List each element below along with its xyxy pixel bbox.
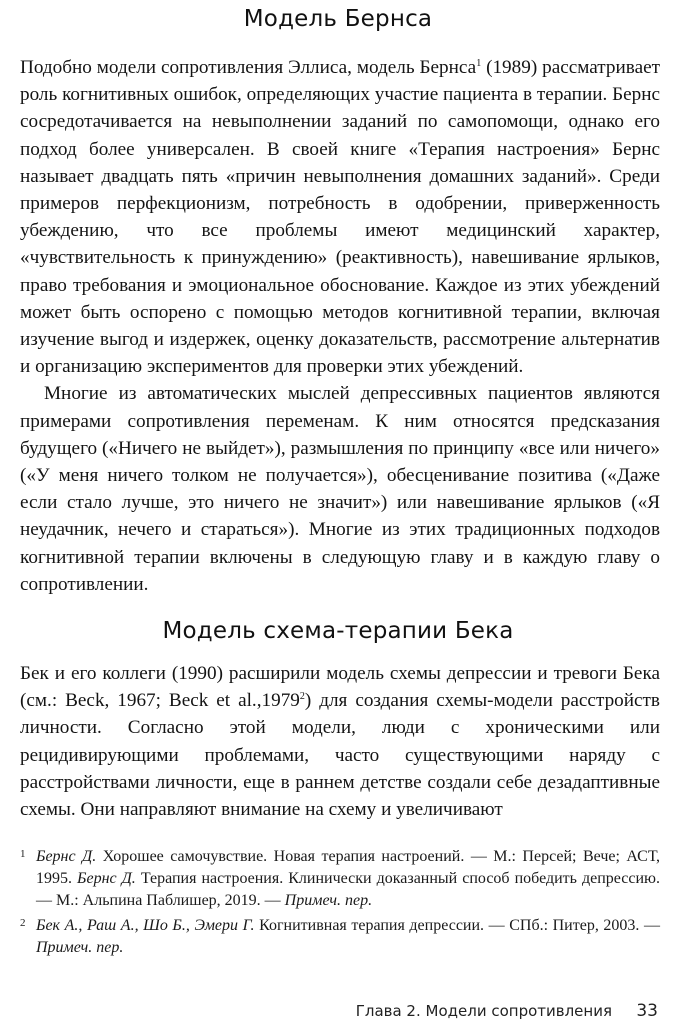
paragraph bbox=[20, 54, 660, 380]
translator-note: Примеч. пер. bbox=[36, 939, 124, 956]
footnote-author: Бек А., Раш А., Шо Б., Эмери Г. bbox=[36, 917, 255, 934]
paragraph bbox=[20, 660, 660, 823]
chapter-title: Глава 2. Модели сопротивления bbox=[355, 1002, 612, 1020]
footnote-number: 2 bbox=[20, 917, 26, 929]
paragraph-text: ) для создания схемы-модели расстройств личности. Согласно этой модели, люди с хроническими или рецидивирующими проблемами, часто существующими наряду с расстройствами личности, еще в раннем детстве создали себе дезадаптивные схемы. Они направляют внимание на схему и увеличивают bbox=[20, 690, 660, 821]
footnote-text: Хорошее самочувствие. Новая терапия настроений. — М.: Персей; Вече; АСТ, 1995. bbox=[36, 848, 660, 887]
paragraph-text: Бек и его коллеги (1990) расширили модель схемы депрессии и тревоги Бека (см.: Beck, 1967; Beck et al.,1979 bbox=[20, 663, 660, 712]
footnote-text: Терапия настроения. Клинически доказанный способ победить депрессию. — М.: Альпина Паблишер, 2019. — bbox=[36, 870, 660, 909]
page-number: 33 bbox=[636, 1001, 658, 1021]
section-heading-beck: Модель схема-терапии Бека bbox=[162, 618, 514, 644]
footnote-author: Бернс Д. bbox=[36, 848, 97, 865]
footnote-ref-2[interactable]: 2 bbox=[299, 691, 305, 703]
section-body-beck bbox=[20, 660, 660, 823]
footnote bbox=[20, 915, 660, 959]
footnote bbox=[20, 846, 660, 912]
section-heading-berns: Модель Бернса bbox=[243, 6, 433, 32]
footnote-ref-1[interactable]: 1 bbox=[476, 58, 482, 69]
translator-note: Примеч. пер. bbox=[284, 892, 373, 909]
section-body-berns bbox=[20, 54, 660, 598]
footnotes bbox=[20, 846, 660, 962]
paragraph-text: (1989) рассматривает роль когнитивных ошибок, определяющих участие пациента в терапии. Бернс сосредотачивается на невыполнении заданий по самопомощи, однако его подход более универсален. В своей книге «Терапия настроения» Бернс называет двадцать пять «причин невыполнения домашних заданий». Среди примеров перфекционизм, потребность в одобрении, приверженность убеждению, что все проблемы имеют медицинский характер, «чувствительность к принуждению» (реактивность), навешивание ярлыков, право требования и эмоциональное обоснование. Каждое из этих убеждений может быть оспорено с помощью методов когнитивной терапии, включая изучение выгод и издержек, оценку доказательств, рассмотрение альтернатив и организацию экспериментов для проверки этих убеждений. bbox=[20, 57, 660, 378]
footnote-text: Когнитивная терапия депрессии. — СПб.: Питер, 2003. — bbox=[254, 917, 660, 934]
footnote-author: Бернс Д. bbox=[77, 870, 136, 887]
footnote-number: 1 bbox=[20, 848, 26, 860]
paragraph-text: Подобно модели сопротивления Эллиса, модель Бернса bbox=[20, 57, 477, 78]
paragraph: Многие из автоматических мыслей депрессивных пациентов являются примерами сопротивления переменам. К ним относятся предсказания будущего («Ничего не выйдет»), размышления по принципу «все или ничего» («У меня ничего толком не получается»), обесценивание позитива («Даже если стало лучше, это ничего не значит») или навешивание ярлыков («Я неудачник, нечего и стараться»). Многие из этих традиционных подходов когнитивной терапии включены в следующую главу и в каждую главу о сопротивлении. bbox=[20, 383, 660, 595]
